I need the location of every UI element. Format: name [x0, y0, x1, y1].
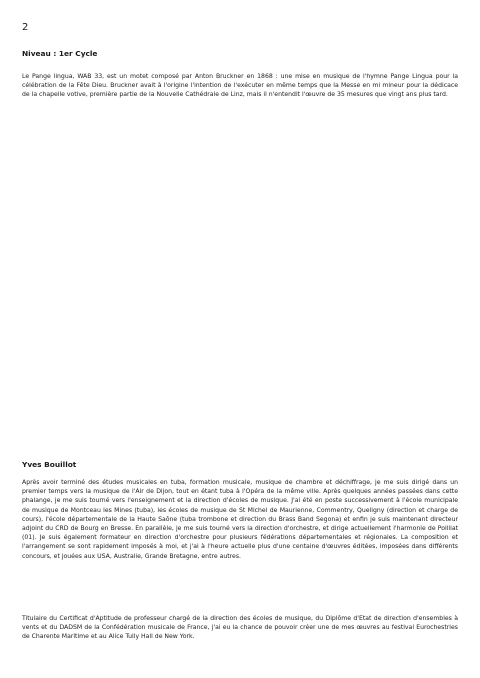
author-heading: Yves Bouillot — [22, 460, 77, 469]
level-heading: Niveau : 1er Cycle — [22, 49, 98, 58]
author-biography-paragraph: Après avoir terminé des études musicales en tuba, formation musicale, musique de chambre et déchiffrage, je me suis dirigé dans un premier temps vers la musique de l'Air de Dijon, tout en étant tuba à l'Opéra de la même ville. Après quelques années passées dans cette phalange, je me suis tourné vers l'enseignement et la direction d'écoles de musique. J'ai été en poste successivement à l'école municipale de musique de Montceau les Mines (tuba), les écoles de musique de St Michel de Maurienne, Commentry, Queligny (direction et charge de cours), l'école départementale de la Haute Saône (tuba trombone et direction du Brass Band Segona) et enfin je suis maintenant directeur adjoint du CRD de Bourg en Bresse. En parallèle, je me suis tourné vers la direction d'orchestre, et dirige actuellement l'harmonie de Pollliat (01). Je suis également formateur en direction d'orchestre pour plusieurs fédérations départementales et régionales. La composition et l'arrangement se sont rapidement imposés à moi, et j'ai à l'heure actuelle plus d'une centaine d'œuvres éditées, imposées dans différents concours, et jouées aux USA, Australie, Grande Bretagne, entre autres. — [22, 479, 458, 560]
work-description-paragraph: Le Pange lingua, WAB 33, est un motet composé par Anton Bruckner en 1868 : une mise en musique de l'hymne Pange Lingua pour la célébration de la Fête Dieu. Bruckner avait à l'origine l'intention de l'exécuter en même temps que la Messe en mi mineur pour la dédicace de la chapelle votive, première partie de la Nouvelle Cathédrale de Linz, mais il n'entendit l'œuvre de 35 mesures que vingt ans plus tard. — [22, 73, 458, 99]
page-number: 2 — [22, 22, 29, 33]
author-credentials-paragraph: Titulaire du Certificat d'Aptitude de professeur chargé de la direction des écoles de musique, du Diplôme d'Etat de direction d'ensembles à vents et du DADSM de la Confédération musicale de France, j'ai eu la chance de pouvoir créer une de mes œuvres au festival Eurochestries de Charente Maritime et au Alice Tully Hall de New York. — [22, 615, 458, 641]
